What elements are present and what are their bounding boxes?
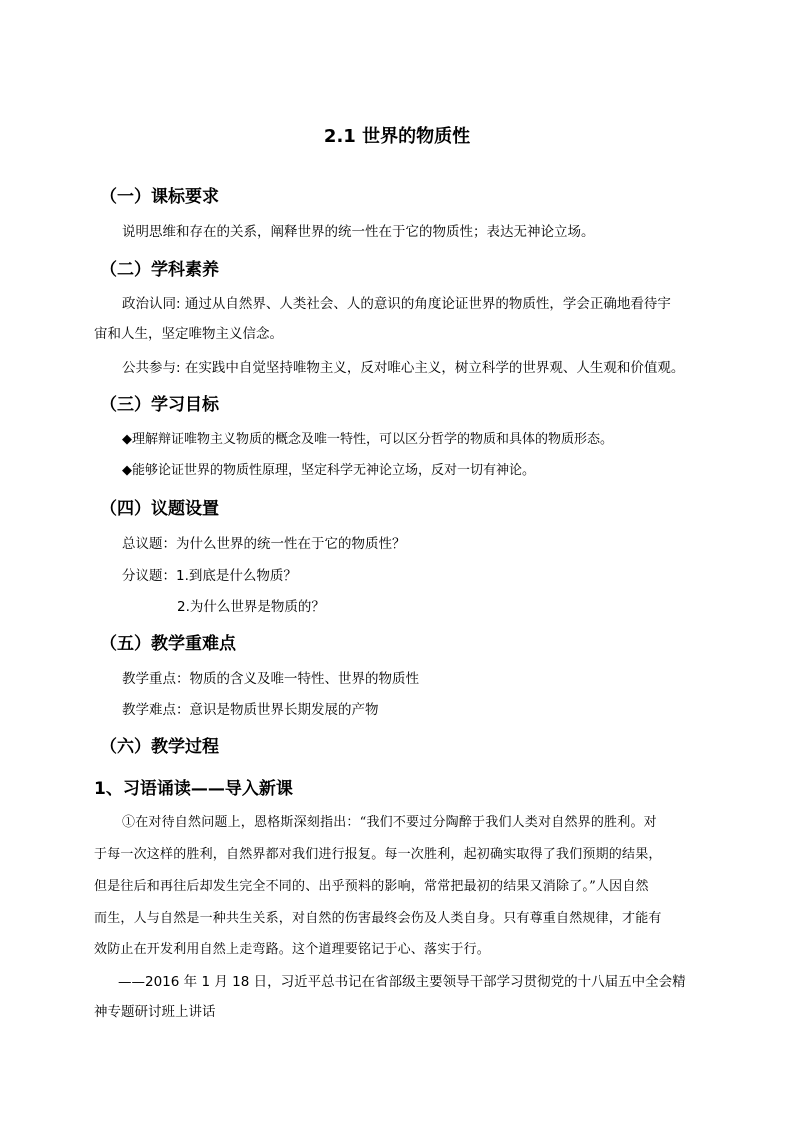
sub-topic-1: 分议题：1.到底是什么物质？ [122,568,297,584]
section-heading-curriculum: （一）课标要求 [100,187,219,207]
section-heading-process: （六）教学过程 [100,737,219,757]
key-point: 教学重点：物质的含义及唯一特性、世界的物质性 [122,671,419,687]
subsection-heading-reading: 1、习语诵读——导入新课 [94,779,293,799]
difficult-point: 教学难点：意识是物质世界长期发展的产物 [122,702,379,718]
source-line-1: ——2016 年 1 月 18 日，习近平总书记在省部级主要领导干部学习贯彻党的十八届五中全会精 [118,974,686,990]
quote-line-5: 效防止在开发利用自然上走弯路。这个道理要铭记于心、落实于行。 [94,942,491,957]
section-heading-objectives: （三）学习目标 [100,395,219,415]
literacy-paragraph-2: 公共参与: 在实践中自觉坚持唯物主义，反对唯心主义，树立科学的世界观、人生观和价值观。 [122,360,685,376]
literacy-paragraph-1-line-1: 政治认同: 通过从自然界、人类社会、人的意识的角度论证世界的物质性，学会正确地看待宇 [122,296,671,312]
quote-line-4: 而生，人与自然是一种共生关系，对自然的伤害最终会伤及人类自身。只有尊重自然规律，才能有 [94,911,662,926]
quote-line-2: 于每一次这样的胜利，自然界都对我们进行报复。每一次胜利，起初确实取得了我们预期的结果， [94,847,662,862]
objective-bullet-1: ◆理解辩证唯物主义物质的概念及唯一特性，可以区分哲学的物质和具体的物质形态。 [122,432,613,447]
section-heading-literacy: （二）学科素养 [100,260,219,280]
section-heading-key-points: （五）教学重难点 [100,634,236,654]
source-line-2: 神专题研讨班上讲话 [94,1004,216,1020]
section-heading-topics: （四）议题设置 [100,499,219,519]
curriculum-text: 说明思维和存在的关系，阐释世界的统一性在于它的物质性；表达无神论立场。 [122,224,595,240]
sub-topic-2: 2.为什么世界是物质的？ [177,599,325,615]
literacy-paragraph-1-line-2: 宙和人生，坚定唯物主义信念。 [94,326,283,342]
main-topic: 总议题：为什么世界的统一性在于它的物质性？ [122,536,406,552]
quote-line-3: 但是往后和再往后却发生完全不同的、出乎预料的影响，常常把最初的结果又消除了。”人因自然 [94,879,649,894]
objective-bullet-2: ◆能够论证世界的物质性原理，坚定科学无神论立场，反对一切有神论。 [122,463,535,478]
quote-line-1: ①在对待自然问题上，恩格斯深刻指出：“我们不要过分陶醉于我们人类对自然界的胜利。对 [122,815,657,830]
page-title: 2.1 世界的物质性 [323,126,471,147]
